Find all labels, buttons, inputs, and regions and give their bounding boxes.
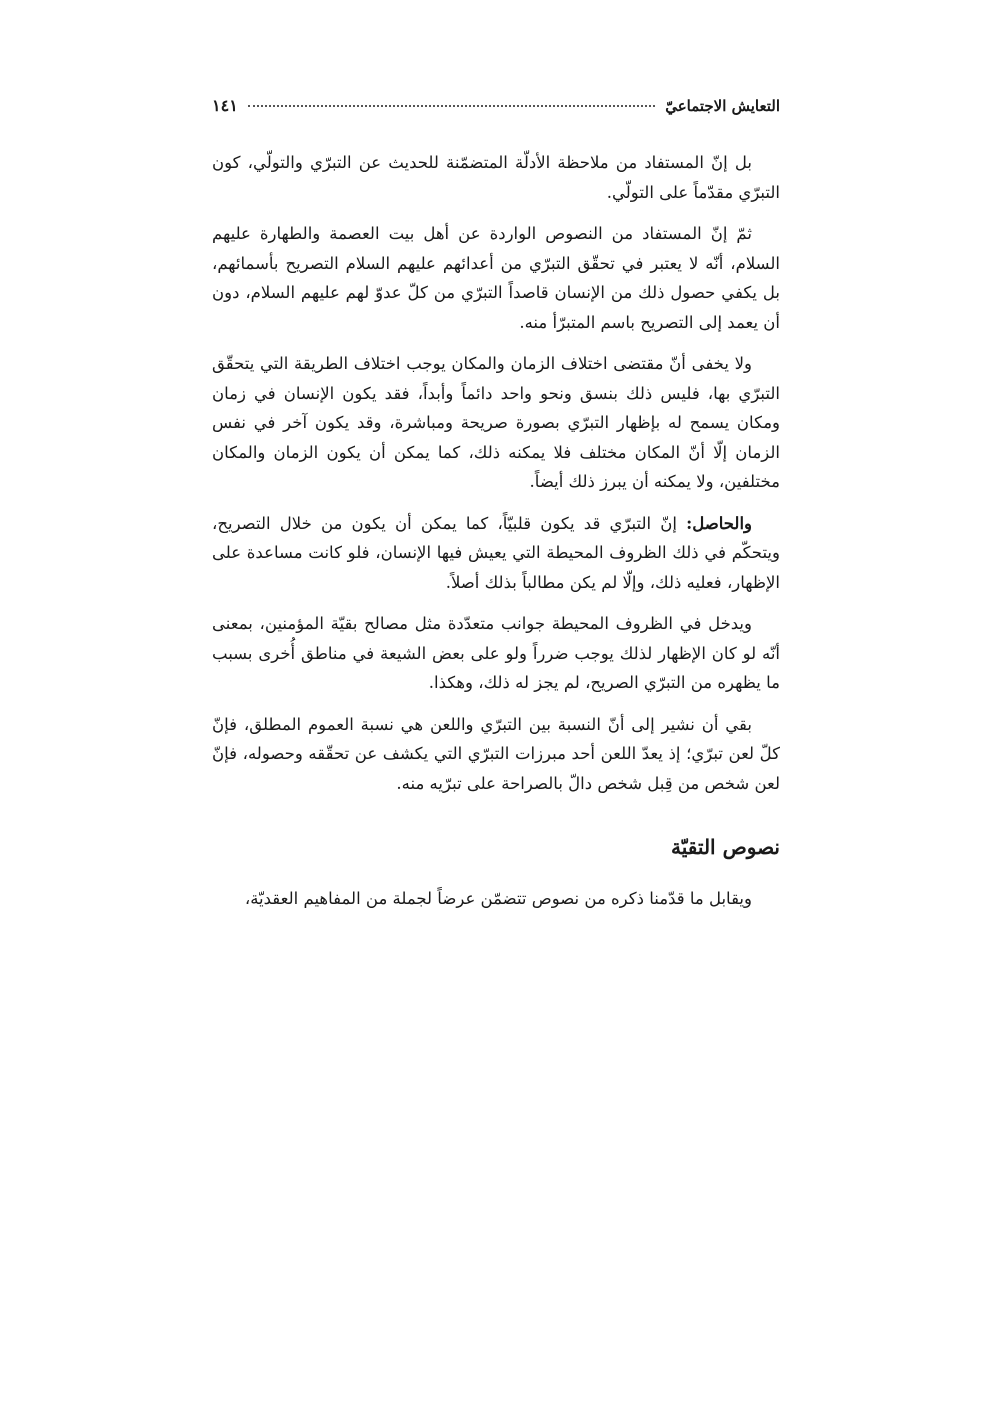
paragraph-text: بقي أن نشير إلى أنّ النسبة بين التبرّي واللعن هي نسبة العموم المطلق، فإنّ كلّ لعن تبرّي؛ إذ يعدّ اللعن أحد مبرزات التبرّي التي يكشف عن تحقّقه وحصوله، فإنّ لعن شخص من قِبل شخص دالّ بالصراحة على تبرّيه منه. bbox=[212, 714, 780, 793]
paragraph bbox=[212, 509, 780, 598]
paragraph-text: ثمّ إنّ المستفاد من النصوص الواردة عن أهل بيت العصمة والطهارة عليهم السلام، أنّه لا يعتبر في تحقّق التبرّي من أعدائهم عليهم السلام التصريح بأسمائهم، بل يكفي حصول ذلك من الإنسان قاصداً التبرّي من كلّ عدوّ لهم عليهم السلام، دون أن يعمد إلى التصريح باسم المتبرّأ منه. bbox=[212, 224, 780, 332]
paragraph-text: ولا يخفى أنّ مقتضى اختلاف الزمان والمكان يوجب اختلاف الطريقة التي يتحقّق التبرّي بها، فليس ذلك بنسق ونحو واحد دائماً وأبداً، فقد يكون الإنسان في زمان ومكان يسمح له بإظهار التبرّي بصورة صريحة ومباشرة، وقد يكون آخر في نفس الزمان إلّا أنّ المكان مختلف فلا يمكنه ذلك، كما يمكن أن يكون الزمان والمكان مختلفين، ولا يمكنه أن يبرز ذلك أيضاً. bbox=[212, 354, 780, 491]
paragraph bbox=[212, 219, 780, 337]
paragraph-text: ويدخل في الظروف المحيطة جوانب متعدّدة مثل مصالح بقيّة المؤمنين، بمعنى أنّه لو كان الإظهار لذلك يوجب ضرراً ولو على بعض الشيعة في مناطق أُخرى بسبب ما يظهره من التبرّي الصريح، لم يجز له ذلك، وهكذا. bbox=[212, 614, 780, 692]
dot-leader bbox=[248, 105, 655, 107]
paragraph bbox=[212, 609, 780, 698]
paragraph bbox=[212, 148, 780, 207]
document-page bbox=[212, 96, 780, 926]
chapter-title: التعايش الاجتماعيّ bbox=[665, 97, 780, 115]
paragraph bbox=[212, 349, 780, 497]
paragraph-text: بل إنّ المستفاد من ملاحظة الأدلّة المتضمّنة للحديث عن التبرّي والتولّي، كون التبرّي مقدّماً على التولّي. bbox=[212, 153, 780, 202]
paragraph bbox=[212, 884, 780, 914]
page-number: ١٤١ bbox=[212, 96, 238, 115]
body-text bbox=[212, 148, 780, 914]
paragraph-lead: والحاصل: bbox=[686, 513, 752, 533]
section-heading: نصوص التقيّة bbox=[671, 835, 780, 859]
running-header bbox=[212, 96, 780, 126]
paragraph bbox=[212, 710, 780, 799]
paragraph-text: ويقابل ما قدّمنا ذكره من نصوص تتضمّن عرضاً لجملة من المفاهيم العقديّة، bbox=[244, 889, 752, 908]
paragraph-text: إنّ التبرّي قد يكون قلبيّاً، كما يمكن أن يكون من خلال التصريح، ويتحكّم في ذلك الظروف المحيطة التي يعيش فيها الإنسان، فلو كانت مساعدة على الإظهار، فعليه ذلك، وإلّا لم يكن مطالباً بذلك أصلاً. bbox=[212, 513, 780, 592]
